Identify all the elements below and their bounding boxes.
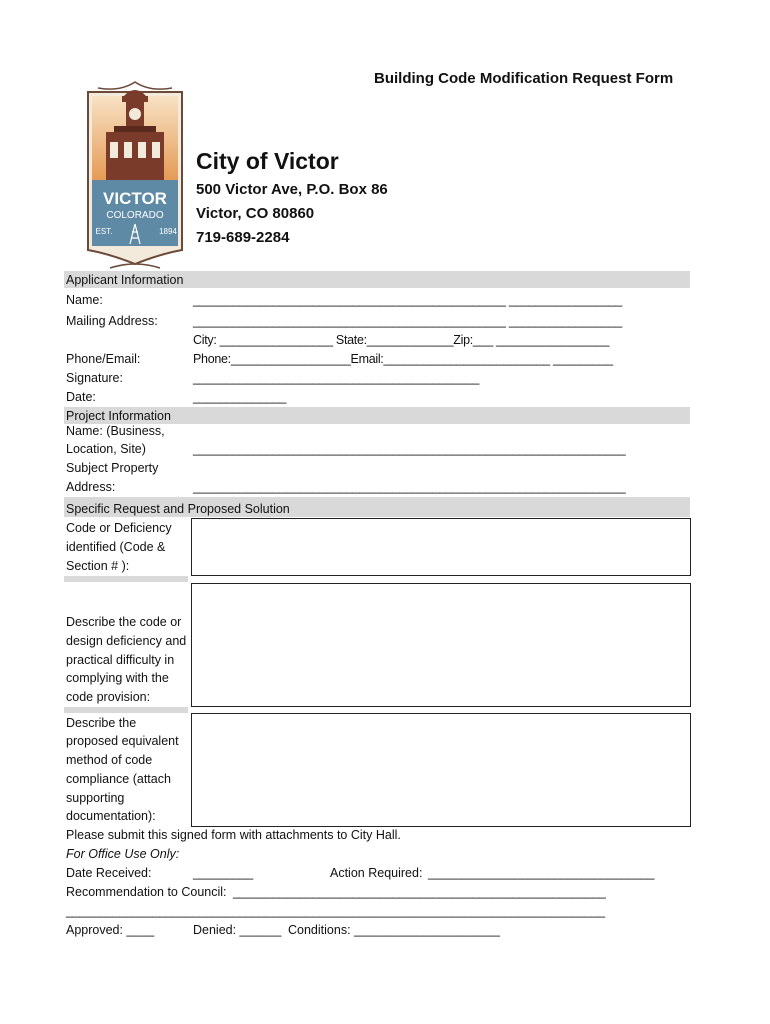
code-label-line-1: Code or Deficiency: [66, 521, 172, 535]
method-label-line-6: documentation):: [66, 809, 156, 823]
logo-est: EST.: [95, 227, 113, 236]
proposed-method-textbox[interactable]: [191, 713, 691, 827]
describe-label-line-5: code provision:: [66, 690, 151, 704]
separator-band-2: [64, 707, 188, 713]
code-deficiency-textbox[interactable]: [191, 518, 691, 576]
city-seal-logo: [80, 74, 190, 274]
separator-band-1: [64, 576, 188, 582]
method-label-line-5: supporting: [66, 791, 125, 805]
phone-email-label: Phone/Email:: [66, 352, 141, 366]
signature-label: Signature:: [66, 371, 123, 385]
date-received-label: Date Received:: [66, 866, 152, 880]
mailing-address-field[interactable]: _______________________________________________ _________________: [193, 314, 622, 328]
form-title: Building Code Modification Request Form: [374, 70, 674, 87]
mailing-address-label: Mailing Address:: [66, 314, 158, 328]
city-name: City of Victor: [196, 148, 339, 174]
address-line-2: Victor, CO 80860: [196, 205, 315, 222]
action-required-label: Action Required:: [330, 866, 423, 880]
describe-label-line-1: Describe the code or: [66, 615, 182, 629]
name-field[interactable]: _______________________________________________ _________________: [193, 293, 622, 307]
describe-label-line-2: design deficiency and: [66, 634, 187, 648]
recommendation-field[interactable]: ________________________________________________________: [233, 885, 606, 899]
submit-note: Please submit this signed form with attachments to City Hall.: [66, 828, 401, 842]
approved-field[interactable]: Approved: ____: [66, 923, 155, 937]
address-line-1: 500 Victor Ave, P.O. Box 86: [196, 181, 388, 198]
date-field[interactable]: ______________: [193, 390, 287, 404]
office-use-heading: For Office Use Only:: [66, 847, 180, 861]
date-label: Date:: [66, 390, 96, 404]
code-label-line-3: Section # ):: [66, 559, 130, 573]
subject-property-label-1: Subject Property: [66, 461, 159, 475]
describe-label-line-3: practical difficulty in: [66, 653, 175, 667]
recommendation-label: Recommendation to Council:: [66, 885, 227, 899]
logo-state: COLORADO: [106, 210, 164, 221]
project-heading: Project Information: [66, 409, 171, 423]
describe-deficiency-textbox[interactable]: [191, 583, 691, 707]
denied-field[interactable]: Denied: ______: [193, 923, 282, 937]
recommendation-continuation-field[interactable]: _________________________________________________________________________________: [66, 904, 605, 918]
date-received-field[interactable]: _________: [193, 866, 253, 880]
logo-name: VICTOR: [103, 189, 167, 208]
method-label-line-3: method of code: [66, 753, 153, 767]
city-state-zip-field[interactable]: City: _________________ State:_____________Zip:___ _________________: [193, 333, 610, 347]
method-label-line-4: compliance (attach: [66, 772, 171, 786]
method-label-line-2: proposed equivalent: [66, 734, 179, 748]
signature-field[interactable]: ___________________________________________: [193, 371, 480, 385]
project-name-label-2: Location, Site): [66, 442, 146, 456]
applicant-heading: Applicant Information: [66, 273, 184, 287]
phone-number: 719-689-2284: [196, 229, 290, 246]
project-name-label-1: Name: (Business,: [66, 424, 165, 438]
name-label: Name:: [66, 293, 103, 307]
code-label-line-2: identified (Code &: [66, 540, 166, 554]
action-required-field[interactable]: __________________________________: [428, 866, 655, 880]
method-label-line-1: Describe the: [66, 716, 137, 730]
phone-email-field[interactable]: Phone:__________________Email:_________________________ _________: [193, 352, 613, 366]
subject-property-field[interactable]: _________________________________________________________________: [193, 480, 626, 494]
project-name-field[interactable]: _________________________________________________________________: [193, 442, 626, 456]
request-heading: Specific Request and Proposed Solution: [66, 502, 290, 516]
describe-label-line-4: complying with the: [66, 671, 169, 685]
subject-property-label-2: Address:: [66, 480, 116, 494]
conditions-field[interactable]: Conditions: _____________________: [288, 923, 500, 937]
logo-year: 1894: [159, 227, 177, 236]
